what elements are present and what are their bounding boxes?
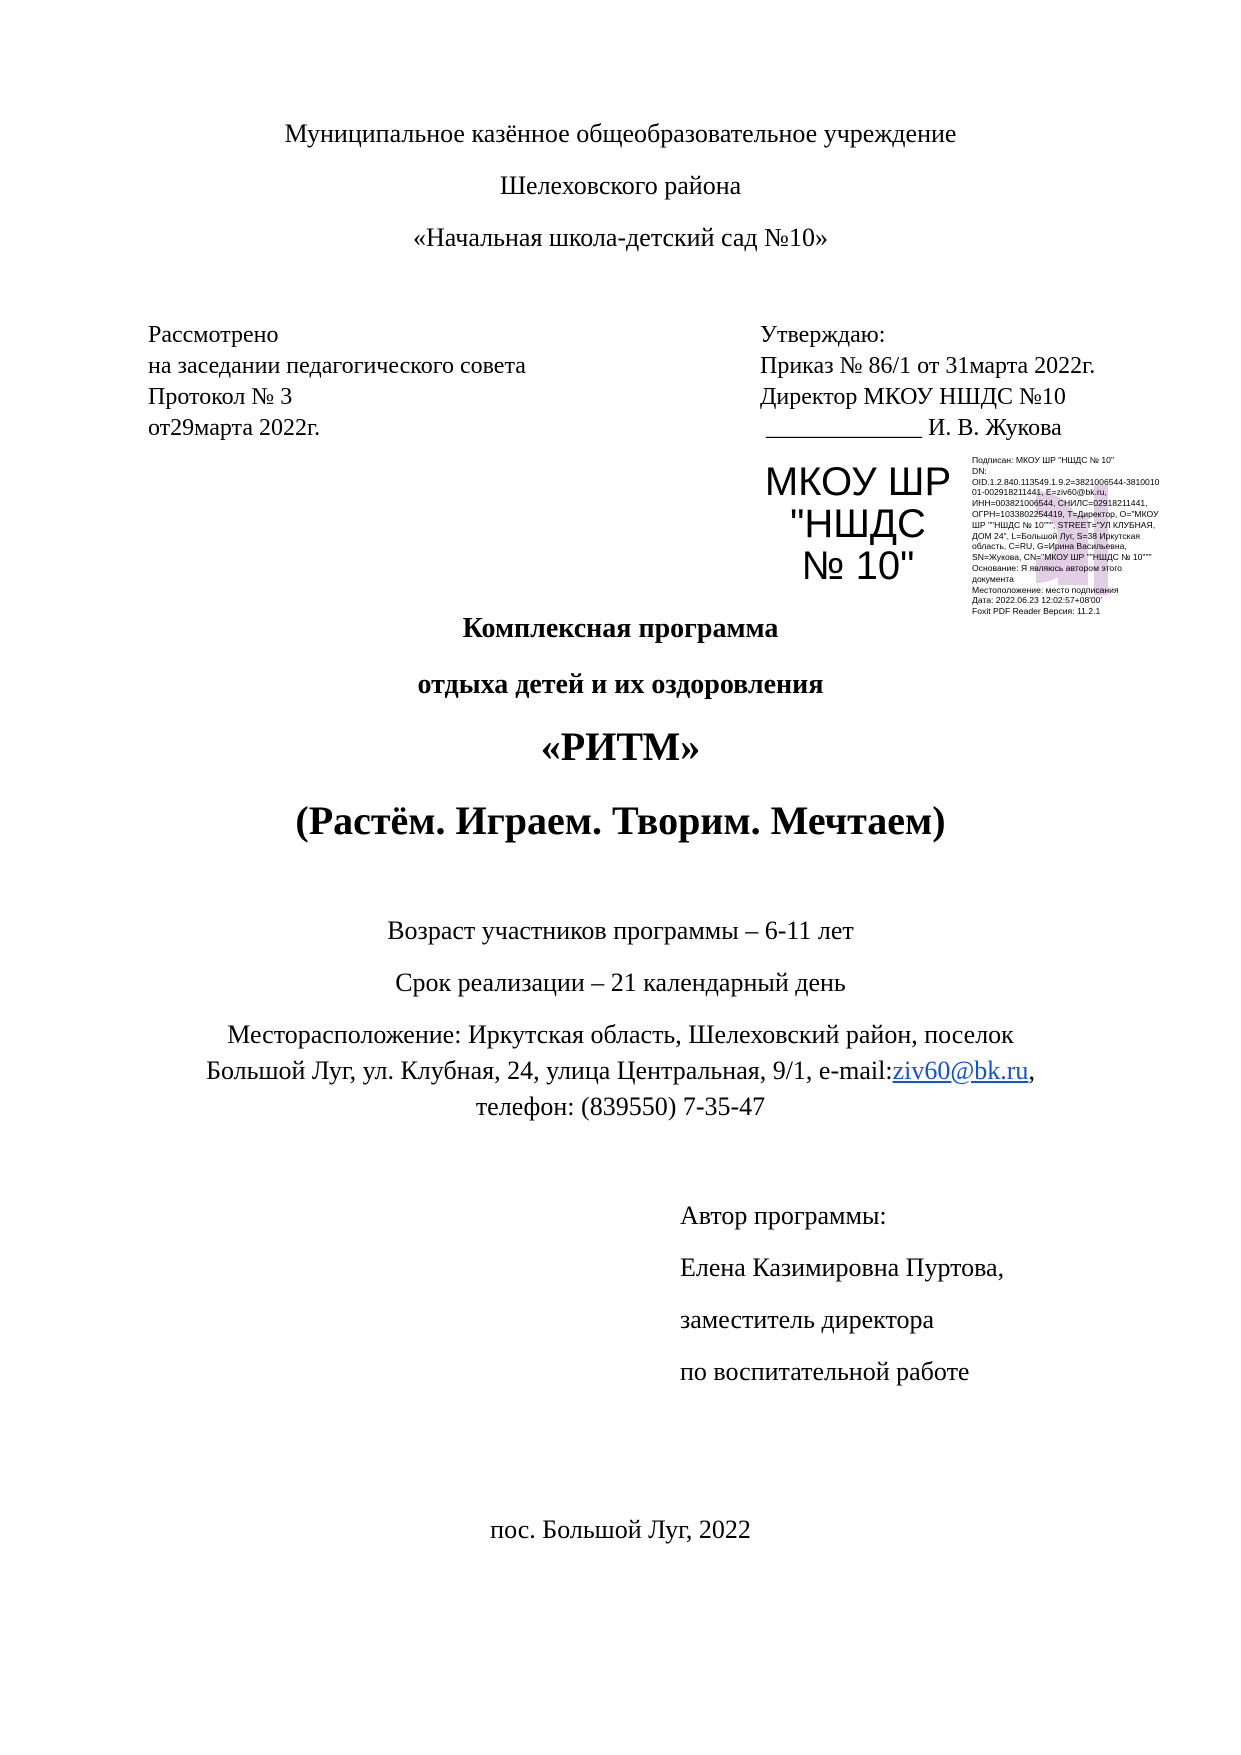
email-link[interactable]: ziv60@bk.ru: [892, 1056, 1029, 1085]
approved-line4: _____________ И. В. Жукова: [760, 415, 1062, 441]
program-name: «РИТМ»: [540, 724, 701, 769]
considered-line1: Рассмотрено: [148, 322, 279, 348]
location-line2-end: ,: [1028, 1056, 1035, 1085]
program-title-line2: отдыха детей и их оздоровления: [417, 669, 824, 700]
signature-details: [972, 455, 1172, 617]
implementation-term: Срок реализации – 21 календарный день: [395, 968, 846, 997]
author-position-line1: заместитель директора: [680, 1305, 935, 1334]
approved-line2: Приказ № 86/1 от 31марта 2022г.: [760, 353, 1096, 379]
signature-detail-line: Основание: Я являюсь автором этого: [972, 562, 1122, 573]
org-name-line1: Муниципальное казённое общеобразовательное учреждение: [284, 119, 957, 148]
signature-detail-line: ДОМ 24", L=Большой Луг, S=38 Иркутская: [972, 530, 1141, 541]
signature-detail-line: OID.1.2.840.113549.1.9.2=3821006544-3810010: [972, 476, 1160, 487]
author-position-line2: по воспитательной работе: [680, 1357, 970, 1386]
signer-name-line1: МКОУ ШР: [764, 460, 952, 504]
considered-block: [148, 320, 526, 444]
signature-detail-line: SN=Жукова, CN="МКОУ ШР ""НШДС № 10""": [972, 552, 1152, 563]
participant-age: Возраст участников программы – 6-11 лет: [387, 916, 854, 945]
considered-line3: Протокол № 3: [148, 384, 293, 410]
signature-detail-line: Foxit PDF Reader Версия: 11.2.1: [972, 606, 1101, 617]
location-line2: [0, 1054, 1241, 1088]
approved-line1: Утверждаю:: [760, 322, 886, 348]
signature-detail-line: ОГРН=1033802254419, T=Директор, O="МКОУ: [972, 508, 1159, 519]
signature-detail-line: Дата: 2022.06.23 12:02:57+08'00': [972, 595, 1103, 606]
signature-detail-line: ИНН=003821006544, СНИЛС=02918211441,: [972, 498, 1148, 509]
author-label: Автор программы:: [680, 1201, 887, 1230]
signer-name-line3: № 10": [801, 544, 915, 588]
program-subtitle: (Растём. Играем. Творим. Мечтаем): [295, 798, 946, 843]
signature-detail-line: Местоположение: место подписания: [972, 584, 1119, 595]
signature-detail-line: 01-002918211441, E=ziv60@bk.ru,: [972, 487, 1107, 498]
signature-detail-line: ШР ""НШДС № 10""", STREET="УЛ КЛУБНАЯ,: [972, 519, 1156, 530]
author-name: Елена Казимировна Пуртова,: [680, 1253, 1005, 1282]
signature-detail-line: Подписан: МКОУ ШР "НШДС № 10": [972, 455, 1115, 465]
approved-block: [760, 320, 1095, 444]
signature-detail-line: область, C=RU, G=Ирина Васильевна,: [972, 541, 1127, 552]
considered-line4: от29марта 2022г.: [148, 415, 321, 441]
digital-signature-stamp: [758, 455, 1178, 615]
signature-detail-line: DN:: [972, 465, 987, 476]
place-year: пос. Большой Луг, 2022: [490, 1515, 751, 1544]
org-name-line2: Шелеховского района: [499, 171, 742, 200]
location-line2-text: Большой Луг, ул. Клубная, 24, улица Центральная, 9/1, e-mail:: [206, 1056, 893, 1085]
program-title-line1: Комплексная программа: [462, 613, 779, 644]
phone: телефон: (839550) 7-35-47: [475, 1092, 766, 1121]
considered-line2: на заседании педагогического совета: [148, 353, 526, 379]
signature-detail-line: документа: [972, 573, 1014, 584]
signer-name-line2: "НШДС: [790, 502, 926, 546]
org-name-line3: «Начальная школа-детский сад №10»: [413, 223, 828, 252]
approved-line3: Директор МКОУ НШДС №10: [760, 384, 1066, 410]
location-line1: Месторасположение: Иркутская область, Шелеховский район, поселок: [227, 1020, 1014, 1049]
